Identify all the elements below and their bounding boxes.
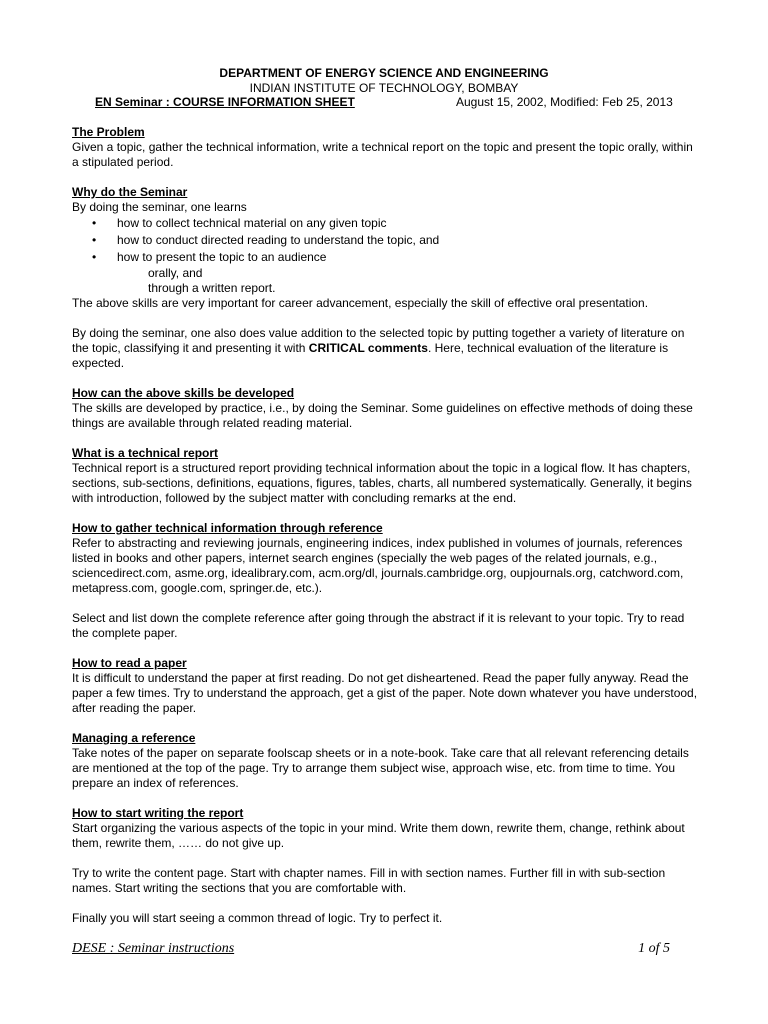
section-technical-report bbox=[72, 446, 698, 506]
section-text: Try to write the content page. Start with chapter names. Fill in with section names. Further fill in with sub-section names. Start writing the sections that you are comfortable with. bbox=[72, 866, 666, 895]
department-title: DEPARTMENT OF ENERGY SCIENCE AND ENGINEERING bbox=[219, 66, 549, 80]
section-text: Refer to abstracting and reviewing journals, engineering indices, index published in volumes of journals, references listed in books and other papers, internet search engines (specially the web pages of the related journals, e.g., sciencedirect.com, asme.org, idealibrary.com, acm.org/dl, journals.cambridge.org, oupjournals.org, catchword.com, metapress.com, google.com, springer.de, etc.). bbox=[72, 536, 684, 595]
sheet-date: August 15, 2002, Modified: Feb 25, 2013 bbox=[456, 95, 673, 109]
section-skills bbox=[72, 386, 698, 431]
section-start bbox=[72, 806, 698, 851]
institute-name: INDIAN INSTITUTE OF TECHNOLOGY, BOMBAY bbox=[249, 81, 519, 95]
bullet-icon: • bbox=[92, 250, 97, 264]
section-heading: The Problem bbox=[72, 125, 145, 139]
list-item: • how to present the topic to an audience bbox=[92, 250, 327, 264]
section-text: Take notes of the paper on separate foolscap sheets or in a note-book. Take care that all relevant referencing details are mentioned at the top of the page. Try to arrange them subject wise, approach wise, etc. from time to time. You prepare an index of references. bbox=[72, 746, 689, 790]
section-text: Select and list down the complete reference after going through the abstract if it is relevant to your topic. Try to read the complete paper. bbox=[72, 611, 685, 640]
section-text: Finally you will start seeing a common thread of logic. Try to perfect it. bbox=[72, 911, 443, 925]
section-text: The above skills are very important for career advancement, especially the skill of effective oral presentation. bbox=[72, 296, 649, 310]
section-text: Given a topic, gather the technical information, write a technical report on the topic and present the topic orally, within a stipulated period. bbox=[72, 140, 693, 169]
section-why bbox=[72, 185, 698, 311]
document-body bbox=[72, 125, 698, 941]
footer-title: DESE : Seminar instructions bbox=[72, 941, 235, 956]
section-manage bbox=[72, 731, 698, 791]
section-text: The skills are developed by practice, i.e., by doing the Seminar. Some guidelines on effective methods of doing these things are available through related reading material. bbox=[72, 401, 693, 430]
list-item: • how to collect technical material on any given topic bbox=[92, 216, 387, 230]
section-heading: What is a technical report bbox=[72, 446, 219, 460]
emphasis-text: CRITICAL comments bbox=[308, 341, 428, 355]
section-text: It is difficult to understand the paper at first reading. Do not get disheartened. Read the paper fully anyway. Read the paper a few times. Try to understand the approach, get a gist of the paper. Note down whatever you have understood, after reading the paper. bbox=[72, 671, 698, 715]
sheet-title: EN Seminar : COURSE INFORMATION SHEET bbox=[95, 95, 355, 109]
list-item: • how to conduct directed reading to understand the topic, and bbox=[92, 233, 440, 247]
page-footer bbox=[72, 941, 700, 961]
section-heading: How to start writing the report bbox=[72, 806, 244, 820]
bullet-icon: • bbox=[92, 233, 97, 247]
section-text: By doing the seminar, one also does value addition to the selected topic by putting together a variety of literature on the topic, classifying it and presenting it with CRITICAL comments. Here, technical evaluation of the literature is expected. bbox=[72, 326, 685, 370]
section-text: Technical report is a structured report providing technical information about the topic in a logical flow. It has chapters, sections, sub-sections, definitions, equations, figures, tables, charts, all numbered systematically. Generally, it begins with introduction, followed by the subject matter with concluding remarks at the end. bbox=[72, 461, 692, 505]
sub-item: through a written report. bbox=[148, 281, 276, 295]
section-intro: By doing the seminar, one learns bbox=[72, 200, 247, 214]
section-gather bbox=[72, 521, 698, 596]
section-heading: Why do the Seminar bbox=[72, 185, 188, 199]
bullet-icon: • bbox=[92, 216, 97, 230]
bullet-list bbox=[72, 215, 698, 266]
section-heading: How can the above skills be developed bbox=[72, 386, 295, 400]
section-content-page bbox=[72, 866, 698, 896]
section-heading: How to read a paper bbox=[72, 656, 187, 670]
section-heading: Managing a reference bbox=[72, 731, 196, 745]
section-text: Start organizing the various aspects of the topic in your mind. Write them down, rewrite them, change, rethink about them, rewrite them, …… do not give up. bbox=[72, 821, 685, 850]
section-value-addition bbox=[72, 326, 698, 371]
section-finally bbox=[72, 911, 698, 926]
section-problem bbox=[72, 125, 698, 170]
section-heading: How to gather technical information through reference bbox=[72, 521, 383, 535]
section-gather-select bbox=[72, 611, 698, 641]
page-number: 1 of 5 bbox=[638, 941, 670, 956]
sub-item: orally, and bbox=[148, 266, 203, 280]
section-read bbox=[72, 656, 698, 716]
